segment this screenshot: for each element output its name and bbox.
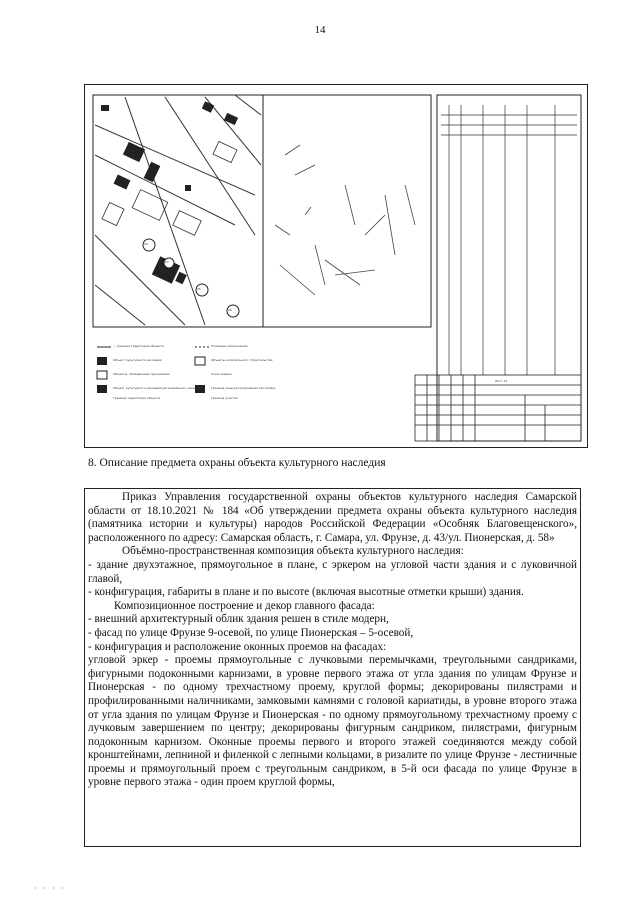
legend-mid-1: Условные обозначения — [211, 344, 248, 348]
legend-left-3: Объекты, обладающие признаками — [113, 372, 170, 376]
site-plan-svg — [85, 85, 587, 447]
map-hatched-areas — [102, 141, 237, 235]
stamp-panel — [437, 95, 581, 441]
map-number-3: 26 — [228, 308, 232, 312]
legend-left-1: — граница территории объекта — [113, 344, 164, 348]
legend-mid-3: Зоны охраны — [211, 372, 232, 376]
legend-mid-4: Граница зоны регулирования застройки — [211, 386, 276, 390]
facade-item-2: - фасад по улице Фрунзе 9-осевой, по улице Пионерская – 5-осевой, — [88, 626, 414, 639]
title-block — [415, 375, 581, 441]
legend-mid-2: Объекты капитального строительства — [211, 358, 273, 362]
stamp-columns — [441, 105, 577, 375]
map-number-1: 24 — [144, 242, 148, 246]
page-number: 14 — [314, 24, 326, 36]
section-heading: 8. Описание предмета охраны объекта культурного наследия — [88, 457, 386, 469]
facade-heading: Композиционное построение и декор главного фасада: — [114, 599, 375, 612]
order-paragraph: Приказ Управления государственной охраны объектов культурного наследия Самарской области от 18.10.2021 № 184 «Об утверждении предмета охраны объекта культурного наследия (памятника истории и культуры) народов Российской Федерации «Особняк Благовещенского», расположенного по адресу: Самарская область, г. Самара, ул. Фрунзе, д. 43/ул. Пионерская, д. 58» — [88, 491, 577, 544]
legend-left-5: Граница территории объекта — [113, 396, 161, 400]
middle-sketch — [275, 145, 415, 295]
facade-item-3: - конфигурация и расположение оконных проемов на фасадах: — [88, 640, 387, 653]
volume-heading: Объёмно-пространственная композиция объекта культурного наследия: — [122, 545, 464, 558]
map-panel-middle — [263, 95, 431, 327]
legend-left-4: Объект культурного наследия регионального значения — [113, 386, 203, 390]
legend-mid-5: Граница участка — [211, 396, 238, 400]
footer-marks: · · · · — [34, 884, 66, 893]
volume-item-2: - конфигурация, габариты в плане и по высоте (включая высотные отметки крыши) здания. — [88, 586, 524, 599]
map-number-2: 25 — [197, 287, 201, 291]
map-streets — [95, 95, 261, 325]
protection-subject-box — [84, 488, 581, 847]
map-number-4: 27 — [165, 260, 169, 264]
facade-item-1: - внешний архитектурный облик здания решен в стиле модерн, — [88, 613, 389, 626]
volume-item-1: - здание двухэтажное, прямоугольное в плане, с эркером на угловой части здания и с луковичной главой, — [88, 558, 577, 585]
stamp-sheet-label: Лист 14 — [495, 379, 508, 383]
map-panel-left — [93, 95, 263, 327]
map-number-circles — [143, 239, 239, 317]
window-description: угловой эркер - проемы прямоугольные с лучковыми перемычками, треугольными сандриками, фигурными подоконными карнизами, в уровне первого этажа от угла здания по улицам Фрунзе и Пионерская - по одному трехчастному проему, круглой формы; декорированы пилястрами и профилированными наличниками, замковыми камнями с головой кариатиды, в уровне второго этажа от угла здания по улицам Фрунзе и Пионерская - по одному прямоугольному трехчастному проему с лучковым завершением по центру; декорированы фигурным сандриком, пилястрами, фигурным подоконным карнизом. Оконные проемы первого и второго этажей соединяются между собой кронштейнами, лепниной и филенкой с лепными кольцами, в ризалите по улице Фрунзе - лестничные проемы и прямоугольный проем с треугольным сандриком, в 5-й оси фасада по улице Фрунзе в уровне первого этажа - один проем круглой формы, — [88, 654, 577, 789]
legend-left-2: Объект культурного наследия — [113, 358, 162, 362]
site-plan-drawing — [84, 84, 588, 448]
